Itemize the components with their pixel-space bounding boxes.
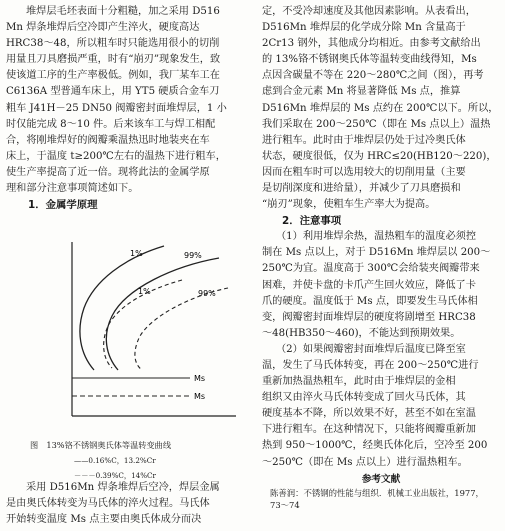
text-line: 堆焊层毛坯表面十分粗糙，加之采用 D516: [26, 6, 220, 17]
text-line: ～48(HB350～460)，不能达到预期效果。: [262, 327, 461, 339]
text-line: 的 13%铬不锈钢奥氏体等温转变曲线得知，Ms: [262, 54, 477, 66]
text-line: C6136A 型普通车床上，用 YT5 硬质合金车刀: [6, 86, 220, 98]
text-line: 重新加热温热粗车，此时由于堆焊层的金相: [262, 376, 456, 388]
finish-curve-dashed: [135, 288, 228, 370]
start-curve-solid: [80, 246, 164, 370]
text-line: 进行粗车。此时由于堆焊层仍处于过冷奥氏体: [262, 134, 466, 146]
left-bottom-paragraph: [6, 480, 254, 528]
text-line: “崩刃”现象，使粗车生产率大为提高。: [262, 199, 436, 211]
reference-item: 陈善润：不锈钢的性能与组织．机械工业出版社，1977，: [270, 487, 484, 498]
section-heading-2: 2．注意事项: [282, 215, 342, 228]
text-line: 硬度基本不降，所以效果不好，甚至不如在室温: [262, 408, 476, 420]
right-column: [262, 4, 500, 511]
curve-label: 1%: [130, 249, 143, 258]
caption-title: 图 13%铬不锈钢奥氏体等温转变曲线: [30, 440, 172, 450]
references-heading: 参考文献: [361, 473, 401, 485]
text-line: 热到 950～1000℃，经奥氏体化后，空冷至 200: [262, 440, 488, 452]
text-line: 是切削深度和进给量），并减少了刀具磨损和: [262, 183, 461, 195]
text-line: （2）如果阀瓣密封面堆焊后温度已降至室: [276, 343, 466, 355]
ms-label: Ms: [194, 374, 206, 383]
text-line: 温，发生了马氏体转变，再在 200～250℃进行: [262, 359, 479, 371]
ttt-diagram: [14, 236, 240, 426]
text-line: 合，将刚堆焊好的阀瓣乘温热迅时地装夹在车: [6, 134, 210, 146]
text-line: 定，不受冷却速度及其他因素影响。从表看出，: [262, 6, 476, 17]
text-line: 理和部分注意事项简述如下。: [6, 183, 139, 195]
curve-label: 99%: [184, 251, 202, 260]
ms-label: Ms: [194, 392, 206, 401]
curve-label: 99%: [198, 289, 216, 298]
text-line: 床上，于温度 t≥200℃左右的温热下进行粗车，: [6, 150, 226, 162]
text-line: 变，阀瓣密封面堆焊层的硬度将剧增至 HRC38: [262, 311, 476, 323]
text-line: 用量且刀具磨损严重，时有“崩刃”现象发生，致: [6, 54, 221, 66]
text-line: 下进行粗车。在这种情况下，只能将阀瓣重新加: [262, 424, 476, 436]
text-line: 采用 D516Mn 焊条堆焊后空冷，焊层金属: [26, 482, 220, 493]
text-line: 困难，并使卡盘的卡爪产生回火效应，降低了卡: [262, 279, 476, 291]
note-2-paragraph: [262, 342, 500, 471]
text-line: 点因含碳量不等在 220～280℃之间（图），再考: [262, 70, 484, 82]
text-line: 组织又由淬火马氏体转变成了回火马氏体，其: [262, 392, 466, 404]
curve-label: 1%: [138, 287, 151, 296]
text-line: 因而在粗车时可以选用较大的切削用量（主要: [262, 166, 466, 178]
intro-paragraph: [6, 4, 254, 197]
ttt-diagram-figure: [14, 236, 240, 426]
reference-item-cont: 73～74: [270, 499, 300, 510]
text-line: 我们采取在 200～250℃（即在 Ms 点以上）温热: [262, 118, 491, 130]
text-line: 使生产率提高了近一倍。现将此法的金属学原: [6, 166, 210, 178]
text-line: 虑到合金元素 Mn 将显著降低 Ms 点，推算: [262, 86, 461, 98]
text-line: 状态，硬度很低，仅为 HRC≤20(HB120～220)，: [262, 150, 497, 162]
note-1-paragraph: [262, 229, 500, 342]
right-intro-paragraph: [262, 4, 500, 213]
text-line: （1）利用堆焊余热，温热粗车的温度必须控: [276, 231, 477, 243]
text-line: 爪的硬度。温度低于 Ms 点，即要发生马氏体相: [262, 295, 478, 307]
section-heading-1: 1．金属学原理: [28, 199, 98, 212]
text-line: 250℃为宜。温度高于 300℃会给装夹阀瓣带来: [262, 263, 480, 275]
text-line: Mn 焊条堆焊后空冷即产生淬火，硬度高达: [6, 22, 200, 34]
text-line: HRC38～48，所以粗车时只能选用很小的切削: [6, 38, 220, 50]
text-line: 粗车 J41H－25 DN50 阀瓣密封面堆焊层，1 小: [6, 102, 227, 114]
text-line: 2Cr13 钢外，其他成分均相近。由参考文献给出: [262, 38, 481, 50]
text-line: 制在 Ms 点以上，对于 D516Mn 堆焊层以 200～: [262, 247, 491, 259]
legend-line: ——0.16%C，13.2%Cr: [74, 456, 156, 465]
text-line: D516Mn 堆焊层的化学成分除 Mn 含量高于: [262, 22, 466, 34]
text-line: 是由奥氏体转变为马氏体的淬火过程。马氏体: [6, 498, 210, 510]
legend-line: －－－0.39%C，14%Cr: [74, 471, 156, 480]
text-line: ～250℃（即在 Ms 点以上）进行温热粗车。: [262, 456, 468, 468]
left-column: [6, 4, 254, 213]
text-line: 开始转变温度 Ms 点主要由奥氏体成分而决: [6, 514, 202, 526]
text-line: 时仅能完成 8～10 件。后来该车工与焊工相配: [6, 118, 216, 130]
figure-caption: [18, 438, 250, 483]
text-line: 使该道工序的生产率极低。例如，我厂某车工在: [6, 70, 220, 82]
text-line: D516Mn 堆焊层的 Ms 点约在 200℃以下。所以，: [262, 102, 499, 114]
